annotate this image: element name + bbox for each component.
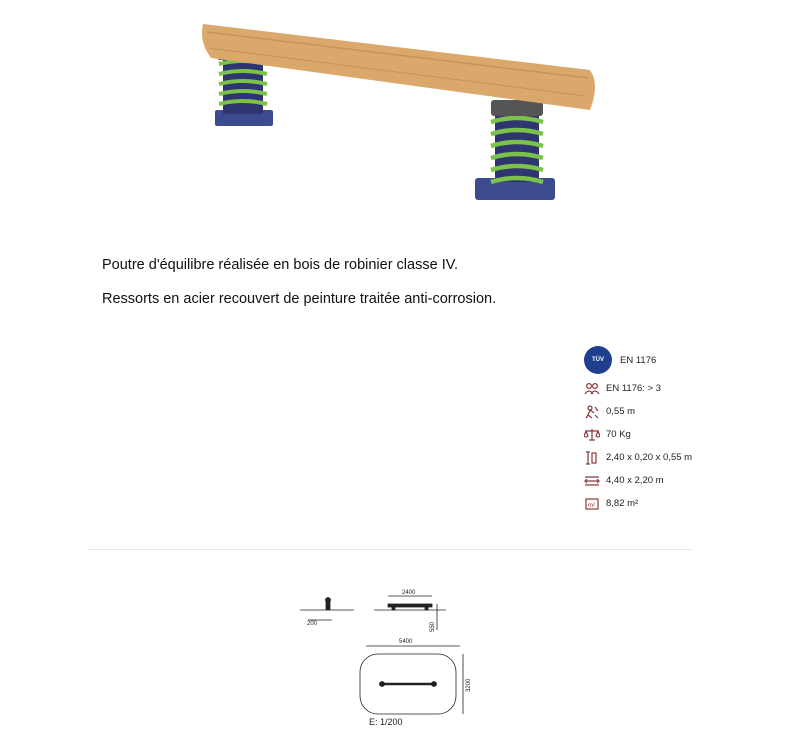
fall-height-icon	[584, 404, 600, 420]
technical-drawing	[296, 586, 476, 736]
spec-fall-height: 0,55 m	[584, 400, 784, 423]
spec-safety-zone: 4,40 x 2,20 m	[584, 469, 784, 492]
weight-scale-icon	[584, 427, 600, 443]
area-icon	[584, 496, 600, 512]
right-support	[475, 100, 555, 200]
description-line-1: Poutre d'équilibre réalisée en bois de robinier classe IV.	[102, 257, 459, 273]
tuv-certification-badge: TÜV	[584, 346, 612, 374]
side-view	[300, 598, 354, 621]
section-divider	[88, 549, 692, 550]
safety-zone-icon	[584, 473, 600, 489]
spec-list	[584, 345, 784, 515]
dim-height-side: 550	[430, 621, 436, 632]
spec-certification	[584, 345, 784, 375]
certification-norm: EN 1176	[620, 354, 657, 366]
dim-zone-width: 5400	[399, 639, 413, 645]
spec-area: m² 8,82 m²	[584, 492, 784, 515]
dim-zone-height: 3200	[466, 678, 472, 692]
product-image	[195, 18, 605, 218]
dimensions-icon	[584, 450, 600, 466]
spec-weight: 70 Kg	[584, 423, 784, 446]
description-line-2: Ressorts en acier recouvert de peinture traitée anti-corrosion.	[102, 291, 497, 307]
drawing-scale: E: 1/200	[369, 717, 403, 727]
spec-dimensions: 2,40 x 0,20 x 0,55 m	[584, 446, 784, 469]
dim-width-top: 2400	[402, 590, 416, 596]
top-view	[360, 646, 463, 714]
spec-users: EN 1176: > 3	[584, 377, 784, 400]
svg-text:m²: m²	[588, 502, 595, 509]
dim-base-side: 200	[307, 621, 318, 627]
users-icon	[584, 381, 600, 397]
